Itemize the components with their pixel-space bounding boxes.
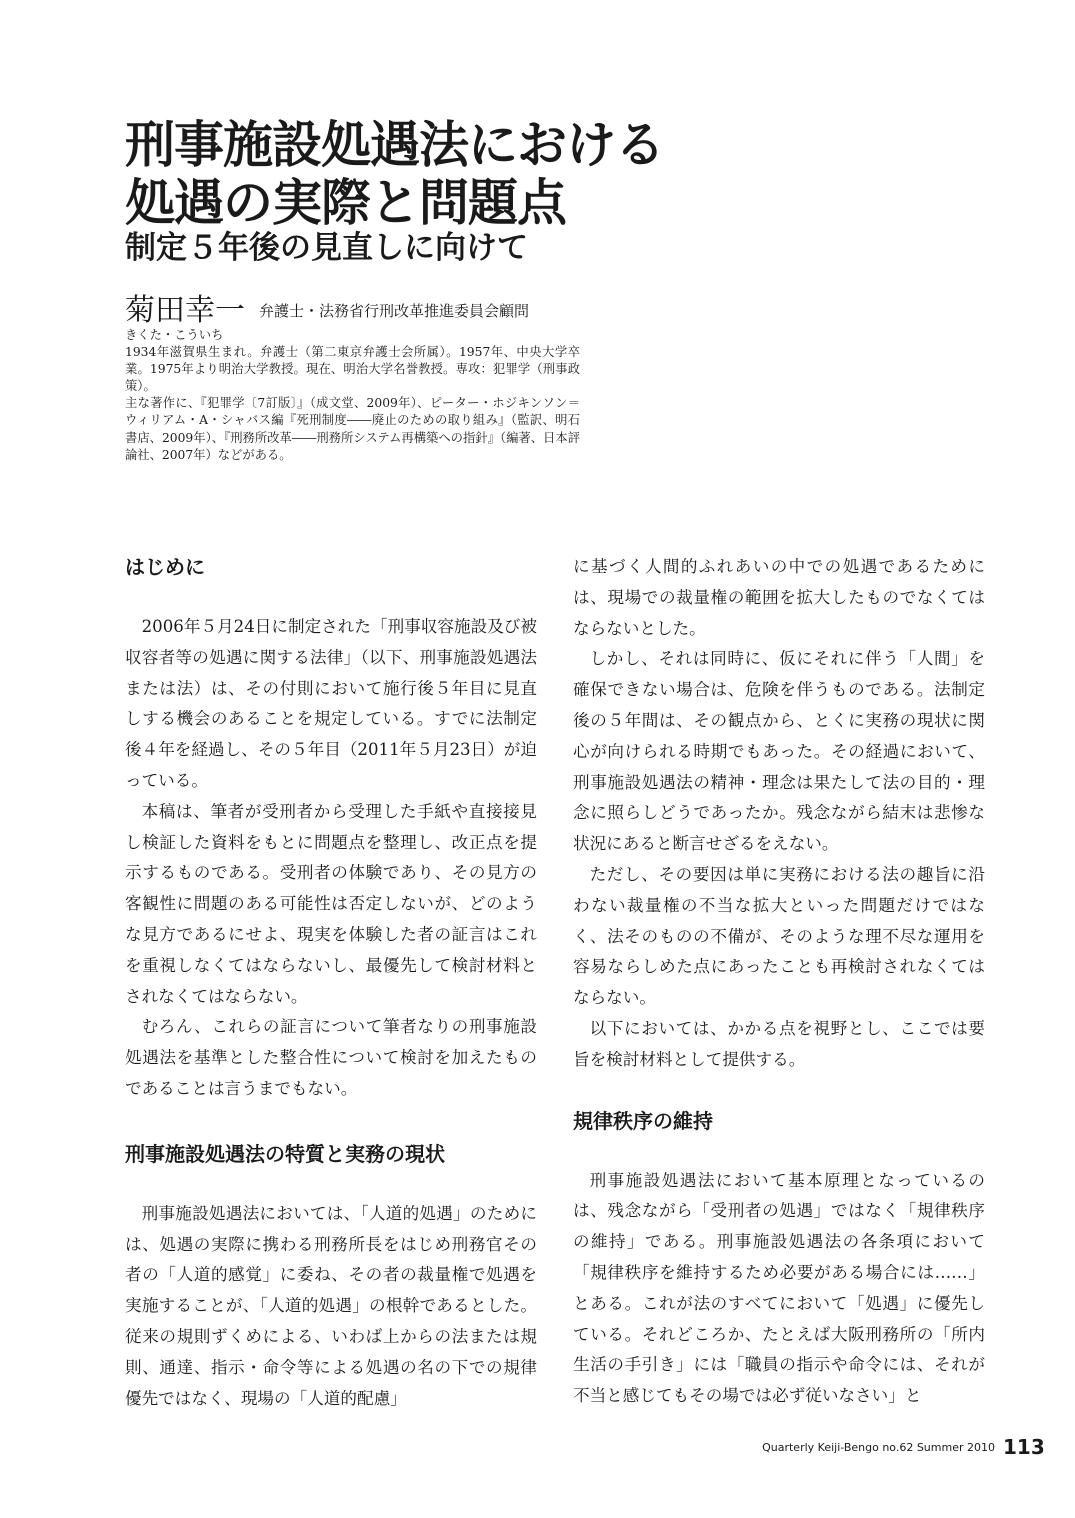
paragraph: 本稿は、筆者が受刑者から受理した手紙や直接接見し検証した資料をもとに問題点を整理し、改正点を提示するものである。受刑者の体験であり、その見方の客観性に問題のある可能性は否定しないが、どのような見方であるにせよ、現実を体験した者の証言はこれを重視しなくてはならないし、最優先して検討材料とされなくてはならない。 <box>125 801 537 1006</box>
title-line-2: 処遇の実際と問題点 <box>125 174 566 232</box>
paragraph-continued: に基づく人間的ふれあいの中での処遇であるためには、現場での裁量権の範囲を拡大したものでなくてはならないとした。 <box>573 557 985 638</box>
article-subtitle: 制定５年後の見直しに向けて <box>125 230 528 266</box>
paragraph: 以下においては、かかる点を視野とし、ここでは要旨を検討材料として提供する。 <box>573 1018 985 1069</box>
author-header <box>125 285 825 329</box>
paragraph: むろん、これらの証言について筆者なりの刑事施設処遇法を基準とした整合性について検討を加えたものであることは言うまでもない。 <box>125 1017 537 1098</box>
section-heading-intro: はじめに <box>125 555 205 579</box>
journal-footer: Quarterly Keiji-Bengo no.62 Summer 2010 <box>762 1441 995 1454</box>
paragraph: しかし、それは同時に、仮にそれに伴う「人間」を確保できない場合は、危険を伴うものである。法制定後の５年間は、その観点から、とくに実務の現状に関心が向けられる時期でもあった。その経過において、刑事施設処遇法の精神・理念は果たして法の目的・理念に照らしどうであったか。残念ながら結末は悲惨な状況にあると断言せざるをえない。 <box>573 649 985 854</box>
paragraph: 刑事施設処遇法において基本原理となっているのは、残念ながら「受刑者の処遇」ではなく「規律秩序の維持」である。刑事施設処遇法の各条項において「規律秩序を維持するため必要がある場合には……」とある。これが法のすべてにおいて「処遇」に優先している。それどころか、たとえば大阪刑務所の「所内生活の手引き」には「職員の指示や命令には、それが不当と感じてもその場では必ず従いなさい」と <box>573 1170 985 1406</box>
author-affiliation: 弁護士・法務省行刑改革推進委員会顧問 <box>259 302 530 320</box>
page-number: 113 <box>1003 1435 1045 1459</box>
body-column-right <box>573 552 985 1412</box>
author-works: 主な著作に、『犯罪学〔7訂版〕』（成文堂、2009年）、ピーター・ホジキンソン＝ウィリアム・A・シャバス編『死刑制度――廃止のための取り組み』（監訳、明石書店、2009年）、『刑務所改革――刑務所システム再構築への指針』（編著、日本評論社、2007年）などがある。 <box>125 396 580 462</box>
paragraph: 2006年５月24日に制定された「刑事収容施設及び被収容者等の処遇に関する法律」（以下、刑事施設処遇法または法）は、その付則において施行後５年目に見直しする機会のあることを規定している。すでに法制定後４年を経過し、その５年目（2011年５月23日）が迫っている。 <box>125 617 537 790</box>
author-reading: きくた・こういち <box>125 328 224 342</box>
section-heading-order: 規律秩序の維持 <box>573 1108 713 1133</box>
article-title <box>125 116 825 232</box>
body-column-left <box>125 552 537 1414</box>
author-bio <box>125 327 580 464</box>
title-line-1: 刑事施設処遇法における <box>125 116 664 174</box>
section-heading-features: 刑事施設処遇法の特質と実務の現状 <box>125 1141 445 1166</box>
author-career: 1934年滋賀県生まれ。弁護士（第二東京弁護士会所属）。1957年、中央大学卒業。1975年より明治大学教授。現在、明治大学名誉教授。専攻：犯罪学（刑事政策）。 <box>125 345 580 394</box>
paragraph: 刑事施設処遇法においては、「人道的処遇」のためには、処遇の実際に携わる刑務所長をはじめ刑務官その者の「人道的感覚」に委ね、その者の裁量権で処遇を実施することが、「人道的処遇」の根幹であるとした。従来の規則ずくめによる、いわば上からの法または規則、通達、指示・命令等による処遇の名の下での規律優先ではなく、現場の「人道的配慮」 <box>125 1203 537 1408</box>
paragraph: ただし、その要因は単に実務における法の趣旨に沿わない裁量権の不当な拡大といった問題だけではなく、法そのものの不備が、そのような理不尽な運用を容易ならしめた点にあったことも再検討されなくてはならない。 <box>573 864 985 1008</box>
author-name: 菊田幸一 <box>125 293 245 328</box>
